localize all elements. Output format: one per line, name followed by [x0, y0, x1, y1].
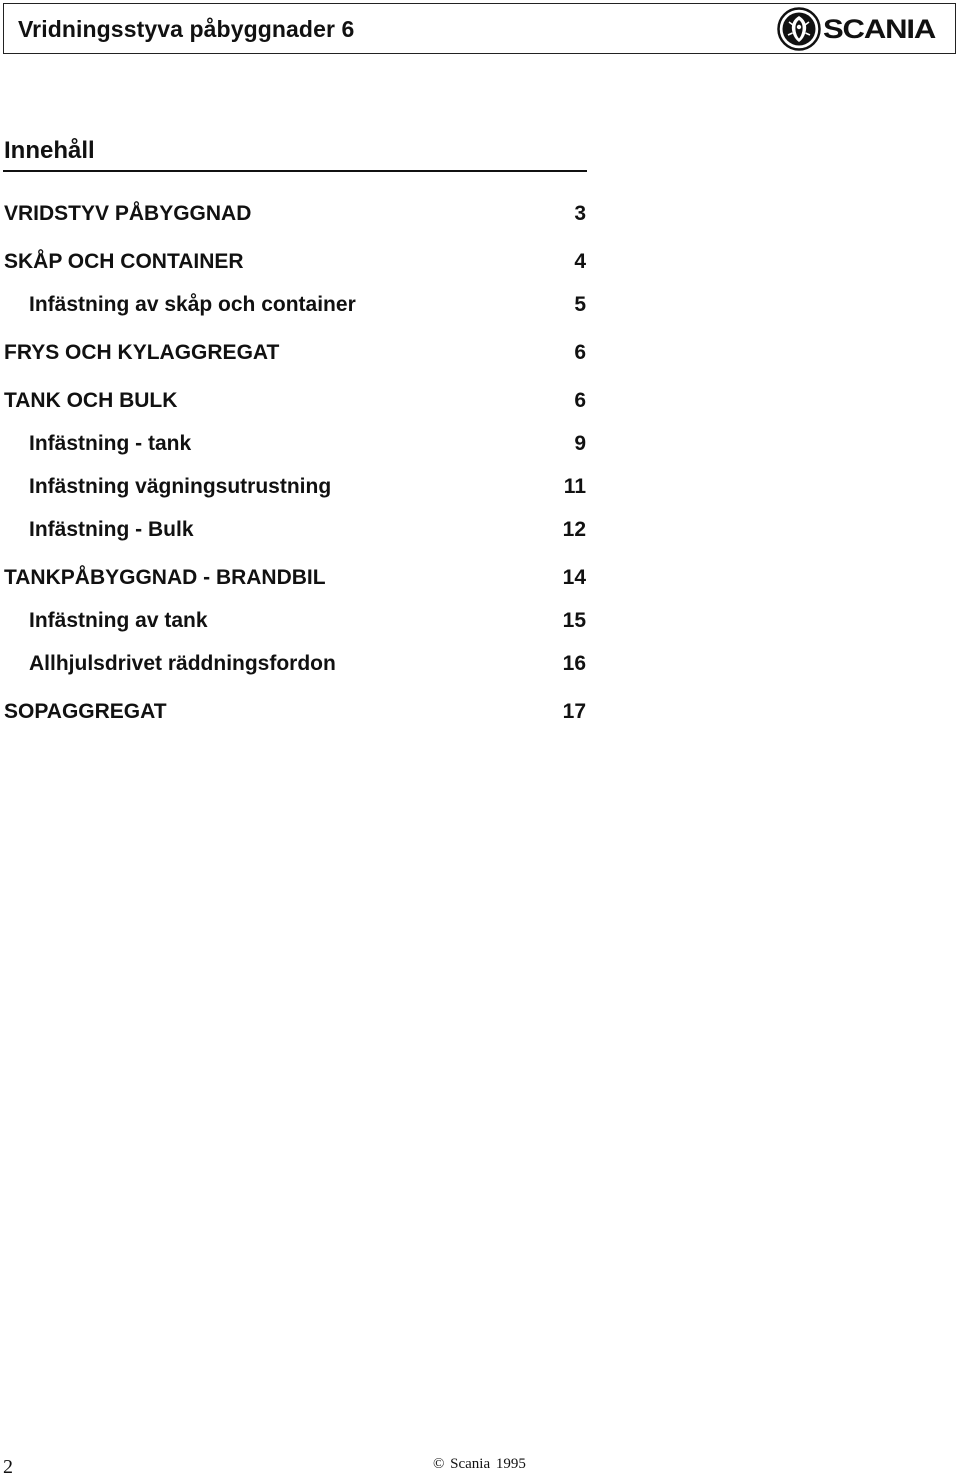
toc-entry-label: SKÅP OCH CONTAINER	[4, 250, 244, 273]
toc-entry[interactable]	[0, 607, 588, 635]
toc-entry-label: FRYS OCH KYLAGGREGAT	[4, 341, 280, 364]
toc-entry-label: Infästning - Bulk	[29, 518, 194, 541]
toc-entry-label: Infästning vägningsutrustning	[29, 475, 332, 498]
toc-entry[interactable]	[0, 473, 588, 501]
document-title: Vridningsstyva påbyggnader 6	[18, 16, 355, 42]
toc-entry-page: 6	[574, 341, 586, 364]
toc-entry-page: 6	[574, 389, 586, 412]
toc-entry-page: 5	[574, 293, 586, 316]
toc-entry-page: 3	[574, 202, 586, 225]
toc-entry-label: Infästning - tank	[29, 432, 192, 455]
toc-entry-page: 14	[562, 566, 586, 589]
toc-entry-page: 16	[562, 652, 586, 675]
toc-entry[interactable]	[0, 200, 588, 228]
toc-entry-page: 4	[574, 250, 586, 273]
toc-entry-label: SOPAGGREGAT	[4, 700, 167, 723]
logo-wordmark: SCANIA	[823, 13, 936, 44]
toc-entry-page: 15	[562, 609, 586, 632]
scania-logo	[777, 8, 943, 50]
page-header	[3, 3, 956, 54]
toc-entry[interactable]	[0, 339, 588, 367]
toc-entry-label: TANKPÅBYGGNAD - BRANDBIL	[4, 566, 326, 589]
toc-entry[interactable]	[0, 650, 588, 678]
toc-entry-page: 11	[563, 475, 586, 498]
toc-entry-label: Infästning av tank	[29, 609, 208, 632]
toc-entry-label: Allhjulsdrivet räddningsfordon	[29, 652, 336, 675]
toc-entry[interactable]	[0, 291, 588, 319]
griffin-emblem-icon	[777, 7, 821, 51]
toc-entry[interactable]	[0, 698, 588, 726]
toc-entry[interactable]	[0, 564, 588, 592]
toc-entry-page: 12	[562, 518, 586, 541]
toc-entry-page: 9	[574, 432, 586, 455]
toc-entry-page: 17	[562, 700, 586, 723]
toc-entry-label: Infästning av skåp och container	[29, 293, 356, 316]
footer-copyright: © Scania 1995	[433, 1456, 526, 1472]
toc-entry[interactable]	[0, 430, 588, 458]
toc-entry[interactable]	[0, 248, 588, 276]
toc-entry[interactable]	[0, 516, 588, 544]
toc-heading: Innehåll	[4, 137, 95, 164]
toc-divider	[3, 170, 587, 172]
toc-entry[interactable]	[0, 387, 588, 415]
toc-entry-label: TANK OCH BULK	[4, 389, 178, 412]
footer-page-number: 2	[3, 1456, 13, 1478]
toc-entry-label: VRIDSTYV PÅBYGGNAD	[4, 202, 252, 225]
